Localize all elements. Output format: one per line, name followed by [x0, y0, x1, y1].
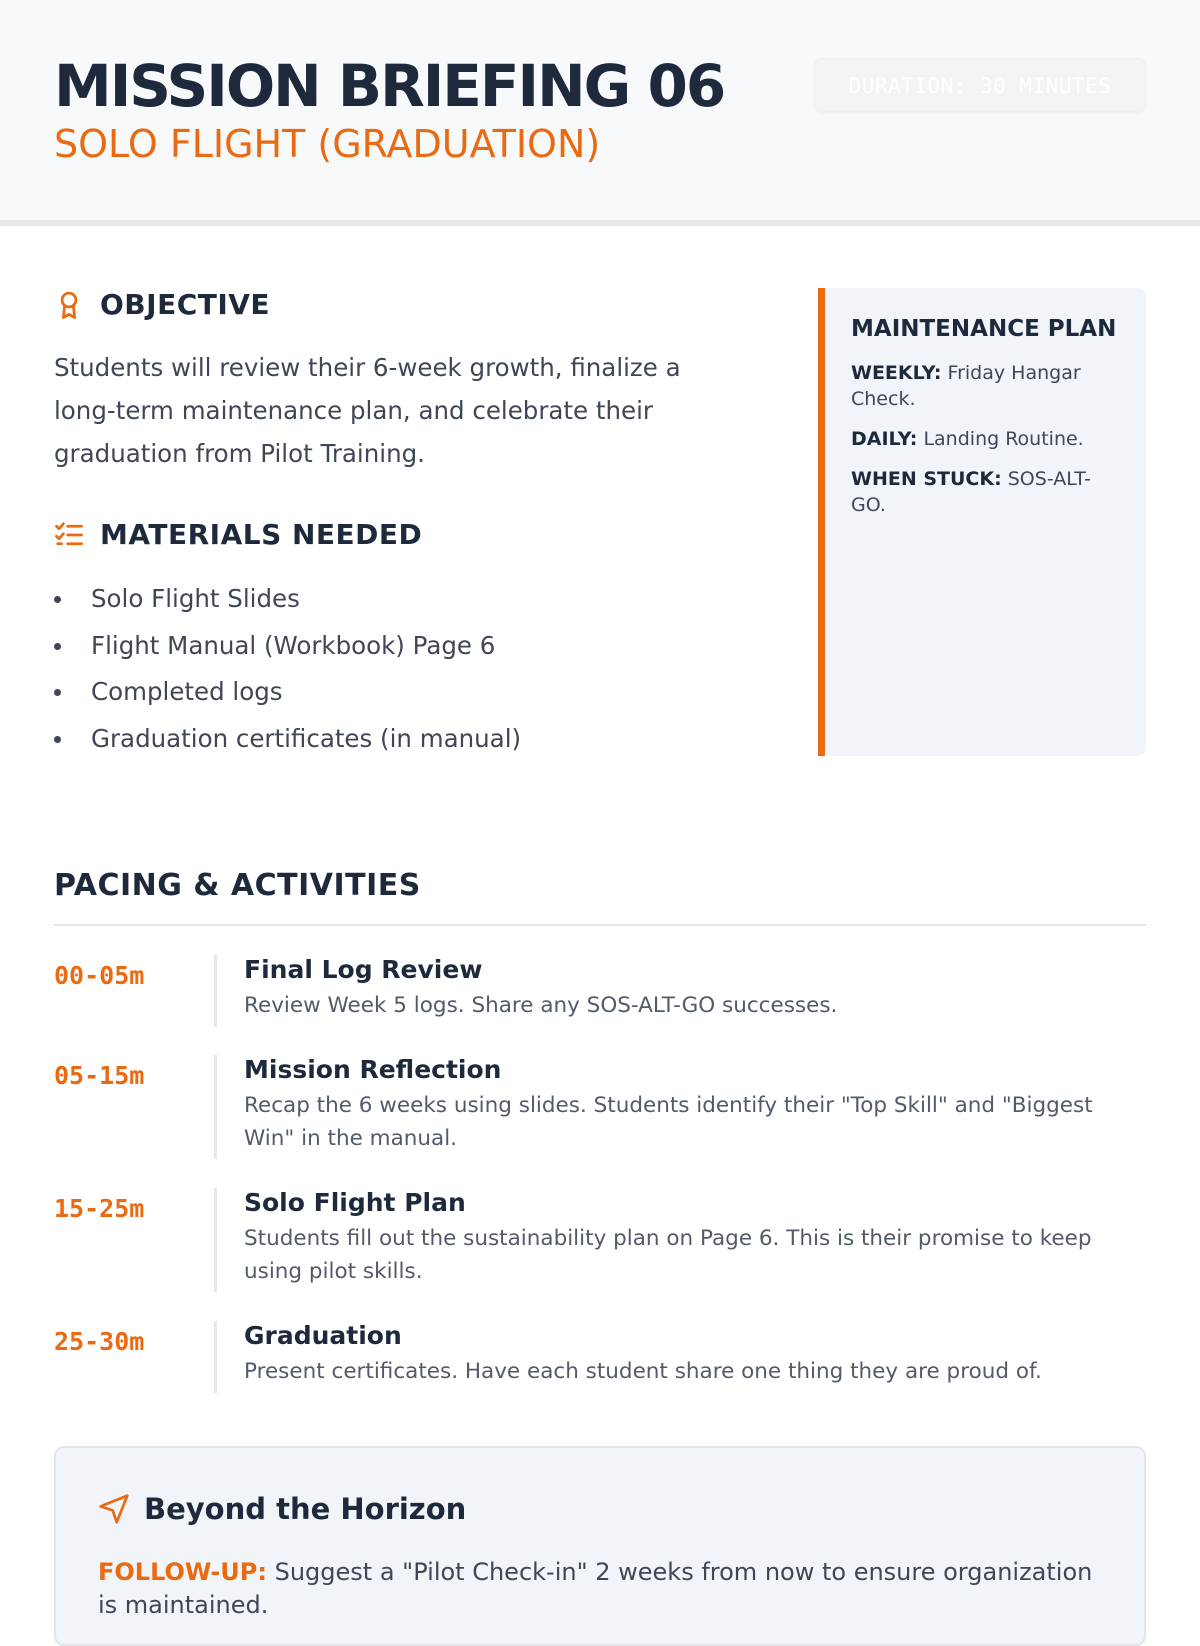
checklist-icon — [54, 520, 84, 550]
material-label: Solo Flight Slides — [91, 584, 300, 613]
activity-time: 05-15m — [54, 1061, 145, 1090]
plan-item-label: DAILY: — [851, 428, 918, 450]
activity-body — [244, 1321, 1124, 1388]
activity-time: 00-05m — [54, 961, 145, 990]
activity-desc: Students fill out the sustainability plan on Page 6. This is their promise to keep using pilot skills. — [244, 1226, 1092, 1284]
objective-text: Students will review their 6-week growth, finalize a long-term maintenance plan, and celebrate their graduation from Pilot Training. — [54, 353, 681, 468]
bullet-icon — [54, 689, 61, 696]
objective-heading-label: OBJECTIVE — [100, 288, 271, 321]
duration-badge: DURATION: 30 MINUTES — [814, 58, 1146, 112]
plan-item-value: Friday Hangar Check. — [851, 362, 1081, 410]
timeline-bar — [214, 1321, 217, 1393]
activity-title: Graduation — [244, 1321, 402, 1350]
divider — [54, 924, 1146, 926]
follow-up-label: FOLLOW-UP: — [98, 1558, 267, 1586]
list-item — [54, 716, 521, 763]
activity-body — [244, 955, 1124, 1022]
activity-title: Mission Reflection — [244, 1055, 502, 1084]
plan-item-daily — [851, 426, 1118, 452]
material-label: Completed logs — [91, 677, 283, 706]
timeline-bar — [214, 1055, 217, 1159]
materials-list — [54, 576, 521, 762]
bullet-icon — [54, 643, 61, 650]
follow-up-panel — [54, 1446, 1146, 1646]
award-icon — [54, 290, 84, 320]
list-item — [54, 669, 521, 716]
activity-body — [244, 1188, 1124, 1288]
maintenance-plan-title: MAINTENANCE PLAN — [851, 316, 1117, 342]
materials-heading-label: MATERIALS NEEDED — [100, 518, 423, 551]
page-subtitle: SOLO FLIGHT (GRADUATION) — [54, 122, 601, 166]
plan-item-weekly — [851, 360, 1118, 412]
bullet-icon — [54, 736, 61, 743]
page-header — [0, 0, 1200, 226]
plan-item-label: WEEKLY: — [851, 362, 942, 384]
follow-up-text — [98, 1556, 1108, 1622]
pacing-heading: PACING & ACTIVITIES — [54, 868, 421, 903]
timeline-bar — [214, 955, 217, 1027]
navigation-icon — [98, 1493, 130, 1525]
follow-up-heading — [98, 1492, 466, 1526]
materials-heading — [54, 518, 422, 551]
objective-heading — [54, 288, 270, 321]
plan-item-value: SOS-ALT-GO. — [851, 468, 1091, 516]
activity-desc: Review Week 5 logs. Share any SOS-ALT-GO successes. — [244, 993, 838, 1018]
material-label: Graduation certificates (in manual) — [91, 723, 522, 753]
activity-body — [244, 1055, 1124, 1155]
plan-item-when-stuck — [851, 466, 1118, 518]
activity-time: 25-30m — [54, 1327, 145, 1356]
activity-desc: Present certificates. Have each student share one thing they are proud of. — [244, 1359, 1042, 1384]
activity-time: 15-25m — [54, 1194, 145, 1223]
plan-item-value: Landing Routine. — [923, 428, 1084, 450]
list-item — [54, 576, 521, 623]
activity-desc: Recap the 6 weeks using slides. Students identify their "Top Skill" and "Biggest Win" in the manual. — [244, 1093, 1093, 1151]
material-label: Flight Manual (Workbook) Page 6 — [91, 630, 496, 660]
timeline-bar — [214, 1188, 217, 1292]
follow-up-body: Suggest a "Pilot Check-in" 2 weeks from now to ensure organization is maintained. — [98, 1558, 1093, 1619]
page-title: MISSION BRIEFING 06 — [54, 52, 725, 120]
maintenance-plan-panel — [818, 288, 1146, 756]
activity-title: Final Log Review — [244, 955, 483, 984]
list-item — [54, 623, 521, 670]
activity-title: Solo Flight Plan — [244, 1188, 466, 1217]
plan-item-label: WHEN STUCK: — [851, 468, 1002, 490]
bullet-icon — [54, 596, 61, 603]
follow-up-heading-label: Beyond the Horizon — [144, 1492, 467, 1526]
